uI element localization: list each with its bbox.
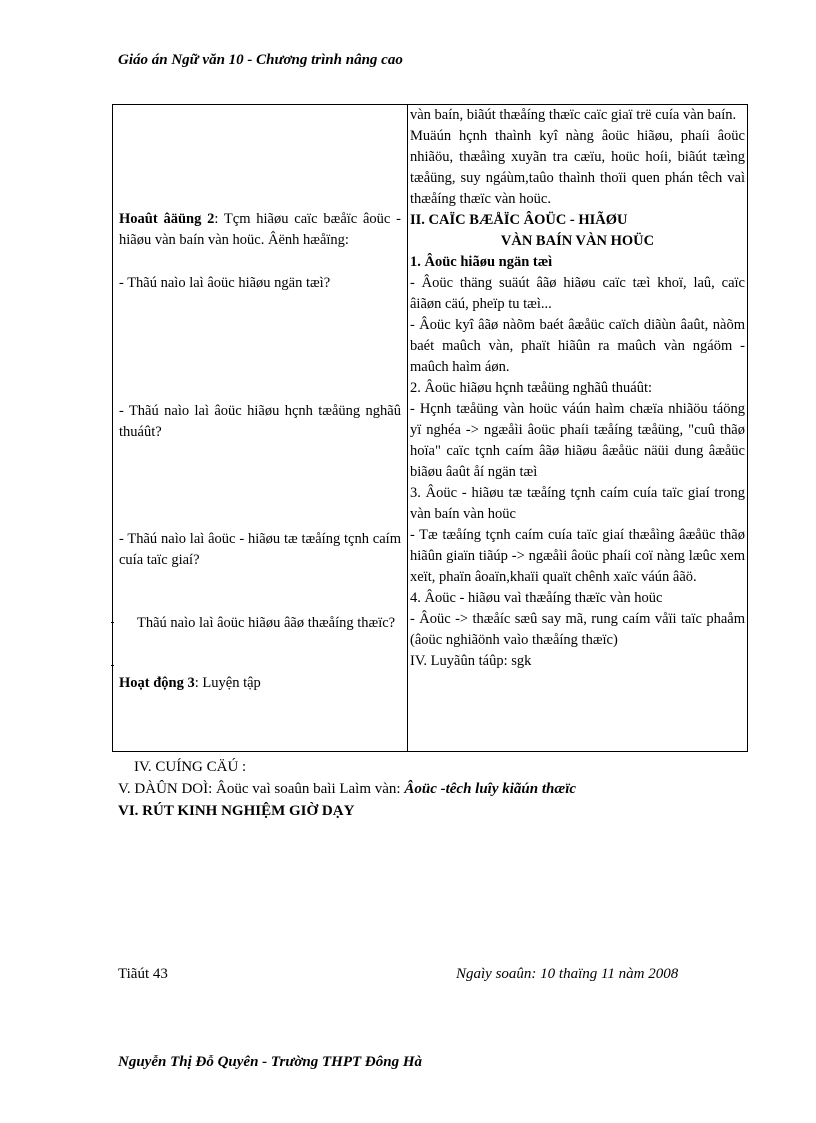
paragraph: vàn baín, biãút thæåíng thæïc caïc giaï trë cuía vàn baín. xyxy=(410,107,737,123)
paragraph: - Hçnh tæåüng vàn hoüc váún haìm chæïa nhiãöu táöng yï nghéa -> ngæåìi âoüc phaíi tæåíng tæåüng, "cuû thãø hoïa" caïc tçnh caím âãø hiãøu âæåüc näüi dung âæåüc biãøu âaût åí ngän tæì xyxy=(410,401,745,480)
section-heading: II. CAÏC BÆÅÏC ÂOÜC - HIÃØU xyxy=(410,212,628,228)
section-heading-2: VÀN BAÍN VÀN HOÜC xyxy=(500,233,655,249)
activity-2 xyxy=(119,209,401,251)
activity-2-label: Hoaût âäüng 2 xyxy=(119,211,215,227)
closing-section xyxy=(118,756,576,822)
paragraph: - Âoüc thäng suäút âãø hiãøu caïc tæì khoï, laû, caïc âiãøn cäú, pheïp tu tæì... xyxy=(410,275,745,312)
practice-line: IV. Luyãûn táûp: sgk xyxy=(410,653,532,669)
activity-3-text: : Luyện tập xyxy=(194,675,261,691)
page-footer: Nguyễn Thị Đỗ Quyên - Trường THPT Đông Hà xyxy=(118,1054,422,1070)
lesson-table xyxy=(112,104,748,752)
paragraph: - Tæ tæåíng tçnh caím cuía taïc giaí thæåìng âæåüc thãø hiãûn giaïn tiãúp -> ngæåìi âoüc phaíi coï nàng læûc xem xeït, phaïn âoaïn,khaïi quaït chênh xaïc váún âãö. xyxy=(410,527,745,585)
paragraph: - Âoüc -> thæåíc sæû say mã, rung caím våïi taïc phaåm (âoüc nghiãönh vaìo thæåíng thæïc) xyxy=(410,611,745,648)
consolidation-line: IV. CUÍNG CÄÚ : xyxy=(134,759,247,775)
question-3: - Thãú naìo laì âoüc - hiãøu tæ tæåíng tçnh caím cuía taïc giaí? xyxy=(119,531,401,568)
subheading-3: 3. Âoüc - hiãøu tæ tæåíng tçnh caím cuía taïc giaí trong vàn baín vàn hoüc xyxy=(410,485,745,522)
activity-column xyxy=(113,105,408,752)
activity-3-label: Hoạt động 3 xyxy=(119,675,195,691)
paragraph: Muäún hçnh thaình kyî nàng âoüc hiãøu, phaíi âoüc nhiãöu, thæåìng xuyãn tra cæïu, hoüc hoíi, biãút tæìng tæåüng, suy ngáùm,taûo thaình thoïi quen phán têch vaì thæåíng thæïc vàn hoüc. xyxy=(410,128,745,207)
content-column xyxy=(408,105,748,752)
homework-emphasis: Âoüc -têch luîy kiãún thæïc xyxy=(404,781,577,797)
activity-2-text: : Tçm hiãøu caïc bæåïc âoüc - hiãøu vàn baín vàn hoüc. Âënh hæåïng: xyxy=(119,211,401,248)
subheading-4: 4. Âoüc - hiãøu vaì thæåíng thæïc vàn hoüc xyxy=(410,590,663,606)
question-4: Thãú naìo laì âoüc hiãøu âãø thæåíng thæïc? xyxy=(137,615,396,631)
margin-tick xyxy=(111,622,114,623)
subheading-2: 2. Âoüc hiãøu hçnh tæåüng nghãû thuáût: xyxy=(410,380,653,396)
question-2: - Thãú naìo laì âoüc hiãøu hçnh tæåüng nghãû thuáût? xyxy=(119,403,401,440)
homework-line xyxy=(118,778,576,800)
question-1: - Thãú naìo laì âoüc hiãøu ngän tæì? xyxy=(119,275,331,291)
reflection-heading: VI. RÚT KINH NGHIỆM GIỜ DẠY xyxy=(118,803,355,819)
margin-tick xyxy=(111,665,114,666)
page-header: Giáo án Ngữ văn 10 - Chương trình nâng cao xyxy=(118,52,403,68)
homework-text: V. DÀÛN DOÌ: Âoüc vaì soaûn baìi Laìm vàn: xyxy=(118,781,405,797)
lesson-number: Tiãút 43 xyxy=(118,966,168,982)
paragraph: - Âoüc kyî âãø nàõm baét âæåüc caïch diãùn âaût, nàõm baét maûch vàn, phaït hiãûn ra maûch vàn ngáöm - maûch haìm áøn. xyxy=(410,317,745,375)
prepared-date: Ngaìy soaûn: 10 thaïng 11 nàm 2008 xyxy=(456,966,679,982)
activity-3 xyxy=(119,673,401,694)
subheading-1: 1. Âoüc hiãøu ngän tæì xyxy=(410,254,553,270)
